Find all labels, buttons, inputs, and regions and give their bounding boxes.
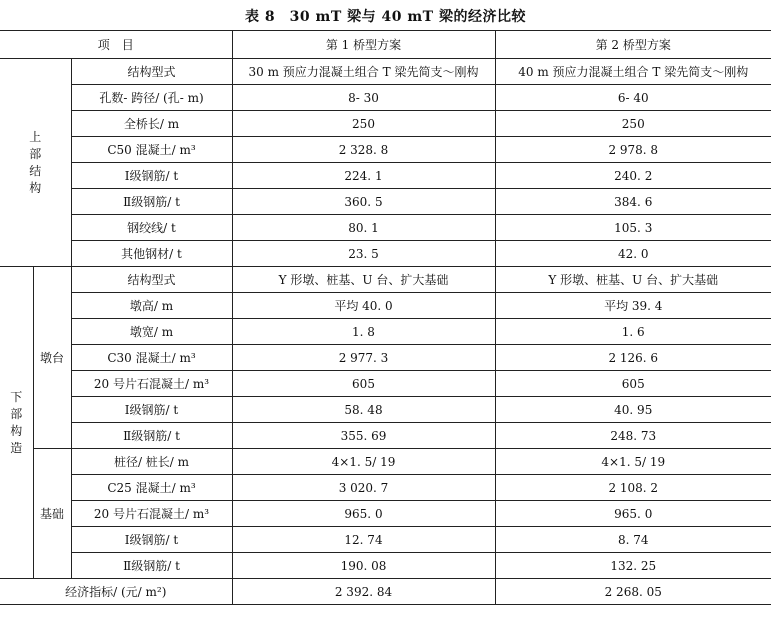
table-row bbox=[0, 319, 771, 345]
plan1-value: 12. 74 bbox=[232, 527, 495, 553]
plan2-value: 384. 6 bbox=[495, 189, 771, 215]
group-label-substructure: 下 部 构 造 bbox=[0, 267, 33, 579]
table-row bbox=[0, 475, 771, 501]
row-label: C50 混凝土/ m³ bbox=[71, 137, 232, 163]
row-label: 钢绞线/ t bbox=[71, 215, 232, 241]
comparison-table bbox=[0, 30, 771, 605]
plan2-value: 40 m 预应力混凝土组合 T 梁先简支～刚构 bbox=[495, 59, 771, 85]
plan2-value: 2 108. 2 bbox=[495, 475, 771, 501]
plan1-value: 190. 08 bbox=[232, 553, 495, 579]
table-row bbox=[0, 527, 771, 553]
row-label: 结构型式 bbox=[71, 267, 232, 293]
plan2-value: 40. 95 bbox=[495, 397, 771, 423]
plan2-value: 240. 2 bbox=[495, 163, 771, 189]
header-plan1: 第 1 桥型方案 bbox=[232, 31, 495, 59]
plan2-value: 2 978. 8 bbox=[495, 137, 771, 163]
plan2-value: 105. 3 bbox=[495, 215, 771, 241]
plan1-value: 224. 1 bbox=[232, 163, 495, 189]
plan1-value: 355. 69 bbox=[232, 423, 495, 449]
plan2-value: 8. 74 bbox=[495, 527, 771, 553]
row-label: 桩径/ 桩长/ m bbox=[71, 449, 232, 475]
plan1-value: 平均 40. 0 bbox=[232, 293, 495, 319]
table-row bbox=[0, 449, 771, 475]
plan1-value: 1. 8 bbox=[232, 319, 495, 345]
plan2-value: 248. 73 bbox=[495, 423, 771, 449]
plan2-value: 132. 25 bbox=[495, 553, 771, 579]
table-title: 表 8 30 mT 梁与 40 mT 梁的经济比较 bbox=[245, 9, 526, 25]
plan1-value: 605 bbox=[232, 371, 495, 397]
row-label: Ⅰ级钢筋/ t bbox=[71, 163, 232, 189]
subgroup-label-pier: 墩台 bbox=[33, 267, 71, 449]
plan1-value: 250 bbox=[232, 111, 495, 137]
row-label: 结构型式 bbox=[71, 59, 232, 85]
table-row bbox=[0, 293, 771, 319]
plan1-value: 8- 30 bbox=[232, 85, 495, 111]
plan2-value: 4×1. 5/ 19 bbox=[495, 449, 771, 475]
row-label: 墩宽/ m bbox=[71, 319, 232, 345]
table-header-row bbox=[0, 31, 771, 59]
table-row bbox=[0, 241, 771, 267]
table-row bbox=[0, 345, 771, 371]
table-row bbox=[0, 397, 771, 423]
row-label: 墩高/ m bbox=[71, 293, 232, 319]
table-row bbox=[0, 371, 771, 397]
plan2-value: 2 268. 05 bbox=[495, 579, 771, 605]
header-item: 项 目 bbox=[0, 31, 232, 59]
table-row bbox=[0, 137, 771, 163]
group-label-superstructure: 上 部 结 构 bbox=[0, 59, 71, 267]
row-label: 20 号片石混凝土/ m³ bbox=[71, 371, 232, 397]
plan1-value: 2 977. 3 bbox=[232, 345, 495, 371]
plan1-value: 30 m 预应力混凝土组合 T 梁先简支～刚构 bbox=[232, 59, 495, 85]
plan1-value: 3 020. 7 bbox=[232, 475, 495, 501]
row-label: Ⅱ级钢筋/ t bbox=[71, 423, 232, 449]
table-row bbox=[0, 553, 771, 579]
table-row bbox=[0, 189, 771, 215]
plan1-value: 4×1. 5/ 19 bbox=[232, 449, 495, 475]
table-row bbox=[0, 501, 771, 527]
table-row bbox=[0, 111, 771, 137]
table-row bbox=[0, 423, 771, 449]
plan1-value: 58. 48 bbox=[232, 397, 495, 423]
plan2-value: 605 bbox=[495, 371, 771, 397]
plan1-value: 80. 1 bbox=[232, 215, 495, 241]
plan2-value: 2 126. 6 bbox=[495, 345, 771, 371]
row-label: 全桥长/ m bbox=[71, 111, 232, 137]
row-label: 孔数- 跨径/ (孔- m) bbox=[71, 85, 232, 111]
table-row bbox=[0, 85, 771, 111]
row-label: 20 号片石混凝土/ m³ bbox=[71, 501, 232, 527]
row-label: C30 混凝土/ m³ bbox=[71, 345, 232, 371]
economic-index-row bbox=[0, 579, 771, 605]
plan2-value: 42. 0 bbox=[495, 241, 771, 267]
row-label: Ⅰ级钢筋/ t bbox=[71, 397, 232, 423]
plan1-value: 2 392. 84 bbox=[232, 579, 495, 605]
table-row bbox=[0, 267, 771, 293]
plan2-value: 250 bbox=[495, 111, 771, 137]
plan1-value: Y 形墩、桩基、U 台、扩大基础 bbox=[232, 267, 495, 293]
subgroup-label-foundation: 基础 bbox=[33, 449, 71, 579]
row-label: Ⅱ级钢筋/ t bbox=[71, 189, 232, 215]
row-label: 其他钢材/ t bbox=[71, 241, 232, 267]
plan2-value: 6- 40 bbox=[495, 85, 771, 111]
table-row bbox=[0, 59, 771, 85]
row-label: Ⅱ级钢筋/ t bbox=[71, 553, 232, 579]
table-row bbox=[0, 163, 771, 189]
plan1-value: 965. 0 bbox=[232, 501, 495, 527]
plan2-value: 1. 6 bbox=[495, 319, 771, 345]
economic-index-label: 经济指标/ (元/ m²) bbox=[0, 579, 232, 605]
plan1-value: 23. 5 bbox=[232, 241, 495, 267]
table-row bbox=[0, 215, 771, 241]
plan2-value: 965. 0 bbox=[495, 501, 771, 527]
plan1-value: 2 328. 8 bbox=[232, 137, 495, 163]
row-label: Ⅰ级钢筋/ t bbox=[71, 527, 232, 553]
row-label: C25 混凝土/ m³ bbox=[71, 475, 232, 501]
plan2-value: Y 形墩、桩基、U 台、扩大基础 bbox=[495, 267, 771, 293]
plan2-value: 平均 39. 4 bbox=[495, 293, 771, 319]
plan1-value: 360. 5 bbox=[232, 189, 495, 215]
header-plan2: 第 2 桥型方案 bbox=[495, 31, 771, 59]
